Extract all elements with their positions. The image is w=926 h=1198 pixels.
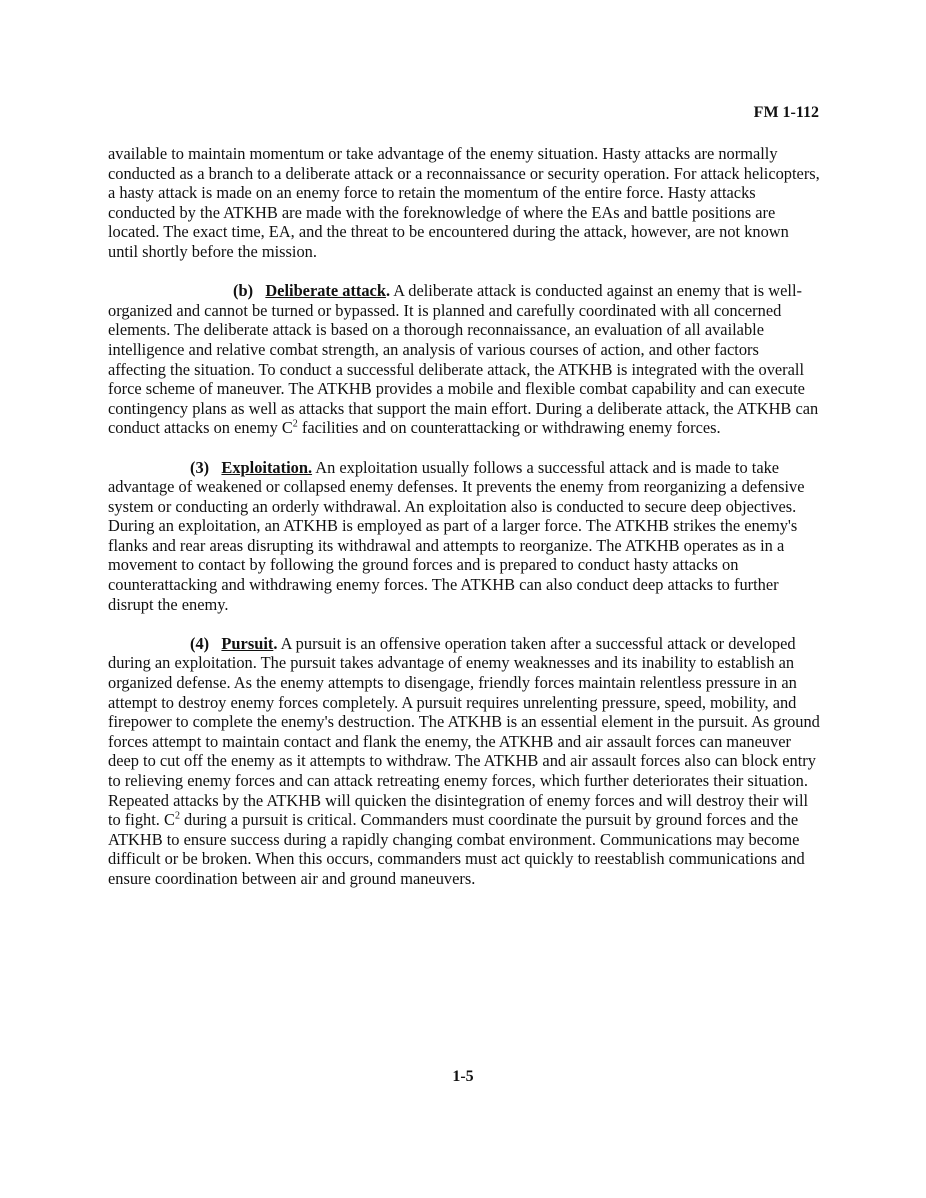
- paragraph-text-continued: facilities and on counterattacking or withdrawing enemy forces.: [297, 418, 721, 438]
- paragraph-title: Exploitation.: [221, 457, 313, 477]
- paragraph-text: available to maintain momentum or take advantage of the enemy situation. Hasty attacks are normally conducted as a branch to a deliberate attack or a reconnaissance or security operation. For attack helicopters, a hasty attack is made on an enemy force to retain the momentum of the entire force. Hasty attacks conducted by the ATKHB are made with the foreknowledge of where the EAs and battle positions are located. The exact time, EA, and the threat to be encountered during the attack, however, are not known until shortly before the mission.: [108, 144, 820, 261]
- paragraph-pursuit: [108, 634, 820, 889]
- superscript: 2: [292, 418, 298, 430]
- title-punctuation: .: [273, 633, 278, 653]
- paragraph-marker: (3): [190, 457, 210, 477]
- document-body: [108, 144, 820, 908]
- paragraph-marker: (4): [190, 633, 210, 653]
- paragraph-hasty-attack-continued: [108, 144, 820, 262]
- paragraph-text: A pursuit is an offensive operation taken after a successful attack or developed during an exploitation. The pursuit takes advantage of enemy weaknesses and its inability to establish an organized defense. As the enemy attempts to disengage, friendly forces maintain relentless pressure in an attempt to destroy enemy forces completely. A pursuit requires unrelenting pressure, speed, mobility, and firepower to complete the enemy's destruction. The ATKHB is an essential element in the pursuit. As ground forces attempt to maintain contact and flank the enemy, the ATKHB and air assault forces can maneuver deep to cut off the enemy as it attempts to withdraw. The ATKHB and air assault forces also can block entry to relieving enemy forces and can attack retreating enemy forces, which further deteriorates their situation. Repeated attacks by the ATKHB will quicken the disintegration of enemy forces and will destroy their will to fight. C: [108, 633, 820, 830]
- paragraph-title: Deliberate attack: [265, 281, 386, 301]
- paragraph-text-continued: during a pursuit is critical. Commanders must coordinate the pursuit by ground forces and the ATKHB to ensure success during a rapidly changing combat environment. Communications may become difficult or be broken. When this occurs, commanders must act quickly to reestablish communications and ensure coordination between air and ground maneuvers.: [108, 810, 805, 888]
- paragraph-deliberate-attack: [108, 281, 820, 438]
- paragraph-marker: (b): [233, 281, 254, 301]
- paragraph-title: Pursuit: [221, 633, 274, 653]
- superscript: 2: [174, 810, 180, 822]
- title-punctuation: .: [385, 281, 391, 301]
- paragraph-text: An exploitation usually follows a successful attack and is made to take advantage of weakened or collapsed enemy defenses. It prevents the enemy from reorganizing a defensive system or conducting an orderly withdrawal. An exploitation also is conducted to secure deep objectives. During an exploitation, an ATKHB is employed as part of a larger force. The ATKHB strikes the enemy's flanks and rear areas disrupting its withdrawal and attempts to reorganize. The ATKHB operates as in a movement to contact by following the ground forces and is prepared to conduct hasty attacks on counterattacking and withdrawing enemy forces. The ATKHB can also conduct deep attacks to further disrupt the enemy.: [108, 457, 805, 614]
- document-id-header: FM 1-112: [753, 104, 819, 121]
- paragraph-exploitation: [108, 458, 820, 615]
- paragraph-text: A deliberate attack is conducted against an enemy that is well-organized and cannot be turned or bypassed. It is planned and carefully coordinated with all concerned elements. The deliberate attack is based on a thorough reconnaissance, an evaluation of all available intelligence and relative combat strength, an analysis of various courses of action, and other factors affecting the situation. To conduct a successful deliberate attack, the ATKHB is integrated with the overall force scheme of maneuver. The ATKHB provides a mobile and flexible combat capability and can execute contingency plans as well as attacks that support the main effort. During a deliberate attack, the ATKHB can conduct attacks on enemy C: [108, 281, 819, 438]
- page-number: 1-5: [452, 1068, 474, 1085]
